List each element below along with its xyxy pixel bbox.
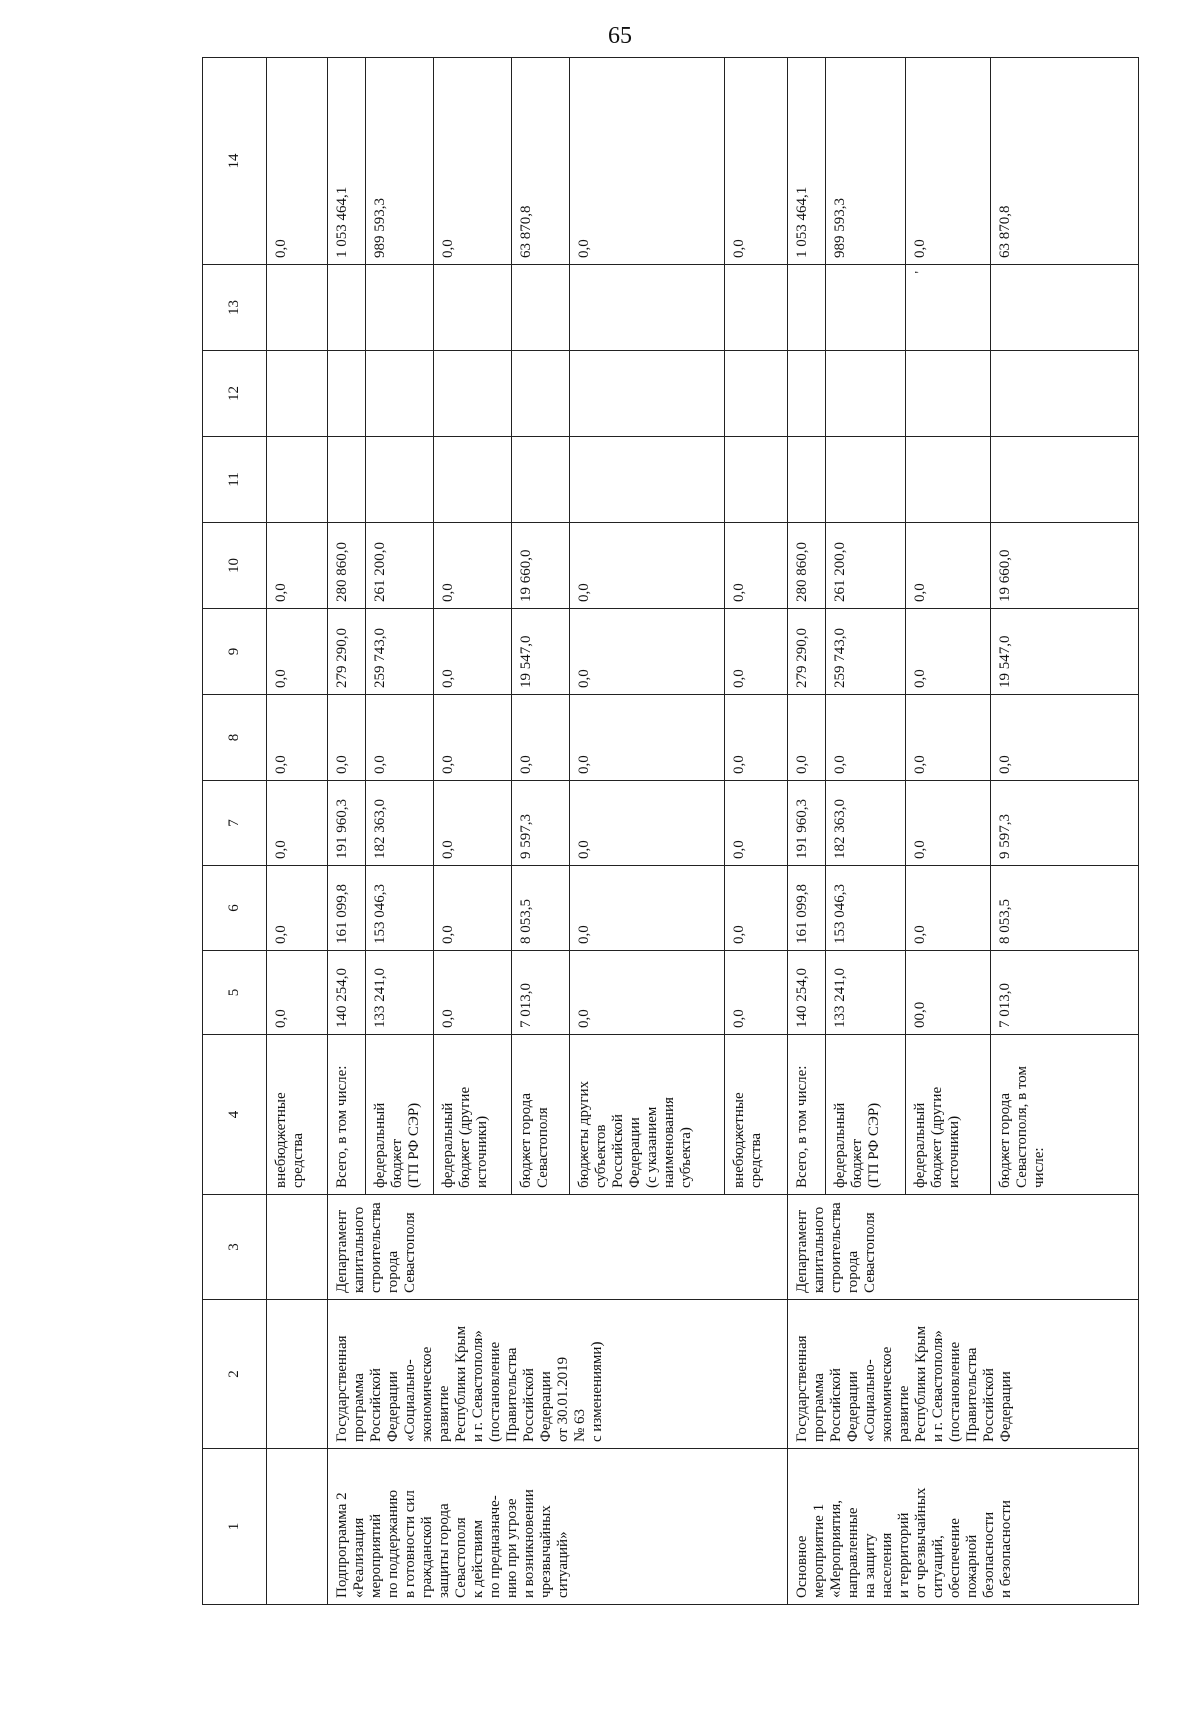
value-cell: 0,0 [267,781,328,866]
col-header-5: 5 [203,951,267,1035]
value-cell: 8 053,5 [512,866,570,951]
funding-source: бюджеты других субъектов Российской Федерации (с указанием наименования субъекта) [570,1035,725,1195]
value-cell: 0,0 [991,695,1139,781]
value-cell [434,265,512,351]
value-cell [267,265,328,351]
col-header-3: 3 [203,1195,267,1300]
value-cell: 0,0 [512,695,570,781]
table-row [788,58,826,1605]
value-cell: 259 743,0 [826,609,906,695]
value-cell: 19 660,0 [991,523,1139,609]
value-cell: 19 547,0 [512,609,570,695]
value-cell: 0,0 [725,781,788,866]
value-cell: 161 099,8 [788,866,826,951]
value-cell: 0,0 [267,609,328,695]
value-cell: 0,0 [570,609,725,695]
rotated-table-wrapper [202,58,1139,1605]
col-header-7: 7 [203,781,267,866]
value-cell: 7 013,0 [512,951,570,1035]
main-activity-name: Основное мероприятие 1 «Мероприятия, направленные на защиту населения и территорий от чрезвычайных ситуаций, обеспечение пожарной безопасности и безопасности [788,1449,1139,1605]
value-cell: 8 053,5 [991,866,1139,951]
value-cell: 191 960,3 [328,781,366,866]
state-program: Государственная программа Российской Федерации «Социально- экономическое развитие Республики Крым и г. Севастополя» (постановление Правительства Российской Федерации от 30.01.2019 № 63 с изменениями) [328,1300,788,1449]
value-cell: 63 870,8 [991,58,1139,265]
value-cell: 1 053 464,1 [328,58,366,265]
value-cell: 280 860,0 [328,523,366,609]
value-cell: 0,0 [267,866,328,951]
value-cell: 0,0 [725,866,788,951]
value-cell [991,437,1139,523]
value-cell: 0,0 [434,781,512,866]
state-program: Государственная программа Российской Федерации «Социально- экономическое развитие Республики Крым и г. Севастополя» (постановление Правительства Российской Федерации [788,1300,1139,1449]
value-cell: 0,0 [906,781,991,866]
value-cell: 7 013,0 [991,951,1139,1035]
value-cell: 0,0 [725,609,788,695]
value-cell: 0,0 [725,523,788,609]
financing-table [202,57,1139,1605]
program-cell-empty [267,1300,328,1449]
funding-source: Всего, в том числе: [788,1035,826,1195]
value-cell: 0,0 [267,695,328,781]
value-cell [267,351,328,437]
value-cell [725,265,788,351]
value-cell: 191 960,3 [788,781,826,866]
executor-cell-empty [267,1195,328,1300]
col-header-8: 8 [203,695,267,781]
col-header-4: 4 [203,1035,267,1195]
value-cell [906,437,991,523]
funding-source: бюджет города Севастополя [512,1035,570,1195]
value-cell: 0,0 [826,695,906,781]
value-cell: 0,0 [570,781,725,866]
value-cell: 261 200,0 [826,523,906,609]
col-header-1: 1 [203,1449,267,1605]
name-cell-empty [267,1449,328,1605]
value-cell: 0,0 [366,695,434,781]
value-cell: 989 593,3 [826,58,906,265]
value-cell [366,437,434,523]
value-cell: 0,0 [570,866,725,951]
value-cell: 161 099,8 [328,866,366,951]
value-cell: 133 241,0 [366,951,434,1035]
stray-mark: ' [913,271,928,274]
value-cell [991,265,1139,351]
value-cell: 0,0 [267,58,328,265]
value-cell: 133 241,0 [826,951,906,1035]
value-cell [267,437,328,523]
table-row [328,58,366,1605]
value-cell [512,437,570,523]
value-cell: 279 290,0 [328,609,366,695]
funding-source: федеральный бюджет (другие источники) [434,1035,512,1195]
value-cell: 0,0 [788,695,826,781]
value-cell [570,265,725,351]
value-cell: 9 597,3 [991,781,1139,866]
value-cell: 19 660,0 [512,523,570,609]
value-cell [788,351,826,437]
value-cell: 0,0 [434,58,512,265]
funding-source: бюджет города Севастополя, в том числе: [991,1035,1139,1195]
value-cell: 261 200,0 [366,523,434,609]
value-cell [725,351,788,437]
value-cell: 0,0 [725,58,788,265]
value-cell: 0,0 [434,951,512,1035]
value-cell: 0,0 [570,951,725,1035]
col-header-2: 2 [203,1300,267,1449]
col-header-14: 14 [203,58,267,265]
value-cell [725,437,788,523]
executor: Департамент капитального строительства города Севастополя [328,1195,788,1300]
value-cell [906,265,991,351]
col-header-10: 10 [203,523,267,609]
value-cell: 0,0 [267,951,328,1035]
value-cell: 0,0 [434,523,512,609]
value-cell: 0,0 [725,951,788,1035]
value-cell: 0,0 [906,609,991,695]
value-cell: 182 363,0 [826,781,906,866]
value-cell: 0,0 [906,58,991,265]
value-cell: 0,0 [434,866,512,951]
value-cell: 0,0 [570,58,725,265]
value-cell [434,351,512,437]
value-cell: 279 290,0 [788,609,826,695]
col-header-12: 12 [203,351,267,437]
col-header-9: 9 [203,609,267,695]
value-cell: 153 046,3 [366,866,434,951]
funding-source: внебюджетные средства [267,1035,328,1195]
col-header-11: 11 [203,437,267,523]
value-cell [826,351,906,437]
value-cell: 0,0 [570,695,725,781]
value-cell: 153 046,3 [826,866,906,951]
value-cell: 0,0 [725,695,788,781]
value-cell: 0,0 [328,695,366,781]
value-cell [826,437,906,523]
value-cell: 182 363,0 [366,781,434,866]
funding-source: федеральный бюджет (ГП РФ СЭР) [366,1035,434,1195]
value-cell [366,351,434,437]
table-row [267,58,328,1605]
value-cell [788,265,826,351]
value-cell: 0,0 [434,695,512,781]
value-cell [570,437,725,523]
value-cell [366,265,434,351]
col-header-13: 13 [203,265,267,351]
value-cell: 0,0 [906,523,991,609]
value-cell: 259 743,0 [366,609,434,695]
value-cell: 1 053 464,1 [788,58,826,265]
col-header-6: 6 [203,866,267,951]
value-cell [434,437,512,523]
funding-source: федеральный бюджет (ГП РФ СЭР) [826,1035,906,1195]
value-cell: 140 254,0 [788,951,826,1035]
value-cell: 9 597,3 [512,781,570,866]
value-cell: 19 547,0 [991,609,1139,695]
value-cell: 280 860,0 [788,523,826,609]
value-cell: 0,0 [434,609,512,695]
value-cell [512,265,570,351]
value-cell: 989 593,3 [366,58,434,265]
value-cell [570,351,725,437]
value-cell [328,265,366,351]
value-cell: 0,0 [570,523,725,609]
value-cell: 140 254,0 [328,951,366,1035]
value-cell [328,437,366,523]
value-cell: 00,0 [906,951,991,1035]
value-cell: 0,0 [906,866,991,951]
funding-source: федеральный бюджет (другие источники) [906,1035,991,1195]
value-cell [826,265,906,351]
column-number-row [203,58,267,1605]
value-cell [512,351,570,437]
value-cell: 0,0 [267,523,328,609]
value-cell [906,351,991,437]
subprogram-name: Подпрограмма 2 «Реализация мероприятий по поддержанию в готовности сил гражданской защиты города Севастополя к действиям по предназначе- нию при угрозе и возникновении чрезвычайных ситуаций» [328,1449,788,1605]
value-cell [788,437,826,523]
value-cell: 63 870,8 [512,58,570,265]
page-number: 65 [608,23,632,49]
executor: Департамент капитального строительства города Севастополя [788,1195,1139,1300]
value-cell [991,351,1139,437]
funding-source: Всего, в том числе: [328,1035,366,1195]
value-cell: 0,0 [906,695,991,781]
funding-source: внебюджетные средства [725,1035,788,1195]
value-cell [328,351,366,437]
